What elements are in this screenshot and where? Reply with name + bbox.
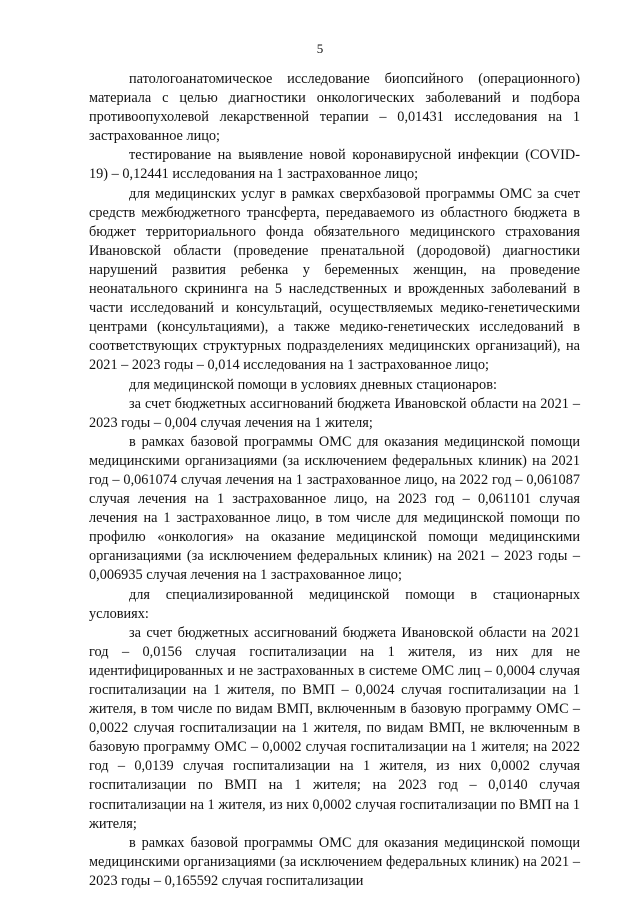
paragraph-covid-testing: тестирование на выявление новой коронавирусной инфекции (COVID-19) – 0,12441 исследования на 1 застрахованное лицо; (89, 147, 580, 183)
paragraph-day-hospital-heading: для медицинской помощи в условиях дневных стационаров: (129, 376, 497, 393)
paragraph-inpatient-regional-budget: за счет бюджетных ассигнований бюджета Ивановской области на 2021 год – 0,0156 случая госпитализации на 1 жителя, из них для не идентифицированных и не застрахованных в системе ОМС лиц – 0,0004 случая госпитализации на 1 жителя, по ВМП – 0,0024 случая госпитализации на 1 жителя, в том числе по видам ВМП, включенным в базовую программу ОМС – 0,0022 случая госпитализации на 1 жителя, по видам ВМП, не включенным в базовую программу ОМС – 0,0002 случая госпитализации на 1 жителя; на 2022 год – 0,0139 случая госпитализации на 1 жителя, из них 0,0002 случая госпитализации по ВМП на 1 жителя; на 2023 год – 0,0140 случая госпитализации на 1 жителя, из них 0,0002 случая госпитализации по ВМП на 1 жителя; (89, 624, 580, 832)
paragraph-day-hospital-base-program: в рамках базовой программы ОМС для оказания медицинской помощи медицинскими организациями (за исключением федеральных клиник) на 2021 год – 0,061074 случая лечения на 1 застрахованное лицо, на 2022 год – 0,061087 случая лечения на 1 застрахованное лицо, на 2023 год – 0,061101 случая лечения на 1 застрахованное лицо, в том числе для медицинской помощи по профилю «онкология» на оказание медицинской помощи медицинскими организациями (за исключением федеральных клиник) на 2021 – 2023 годы – 0,006935 случая лечения на 1 застрахованное лицо; (89, 433, 580, 584)
paragraph-day-hospital-regional-budget: за счет бюджетных ассигнований бюджета Ивановской области на 2021 – 2023 годы – 0,004 случая лечения на 1 жителя; (89, 395, 580, 431)
paragraph-inpatient-base-program: в рамках базовой программы ОМС для оказания медицинской помощи медицинскими организациями (за исключением федеральных клиник) на 2021 – 2023 годы – 0,165592 случая госпитализации (89, 834, 580, 889)
paragraph-inpatient-heading: для специализированной медицинской помощи в стационарных условиях: (89, 586, 580, 622)
paragraph-pathology-research: патологоанатомическое исследование биопсийного (операционного) материала с целью диагностики онкологических заболеваний и подбора противоопухолевой лекарственной терапии – 0,01431 исследования на 1 застрахованное лицо; (89, 71, 580, 145)
page-number: 5 (316, 41, 324, 56)
document-body (89, 70, 580, 891)
paragraph-superbase-program-services: для медицинских услуг в рамках сверхбазовой программы ОМС за счет средств межбюджетного трансферта, передаваемого из областного бюджета в бюджет территориального фонда обязательного медицинского страхования Ивановской области (проведение пренатальной (дородовой) диагностики нарушений развития ребенка у беременных женщин, на проведение неонатального скрининга на 5 наследственных и врожденных заболеваний в части исследований и консультаций, осуществляемых медико-генетическими центрами (консультациями), а также медико-генетических исследований в соответствующих структурных подразделениях медицинских организаций), на 2021 – 2023 годы – 0,014 исследования на 1 застрахованное лицо; (89, 185, 580, 374)
